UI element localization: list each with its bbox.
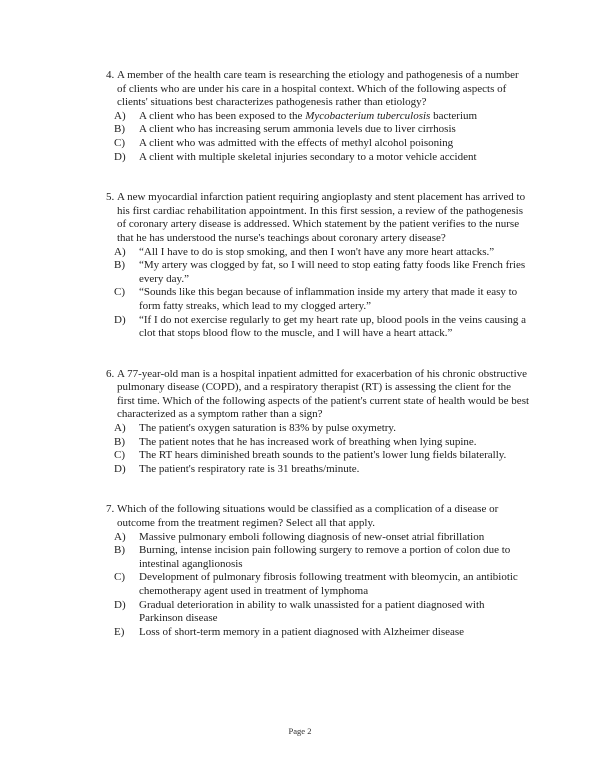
- answer-option-A: [114, 422, 530, 436]
- option-letter: A): [114, 109, 126, 122]
- option-text: [139, 246, 530, 260]
- question-6: [106, 368, 530, 477]
- option-text: [139, 314, 530, 341]
- option-letter: B): [114, 259, 125, 272]
- option-text: [139, 626, 530, 640]
- text-segment: Development of pulmonary fibrosis following treatment with bleomycin, an antibiotic chemotherapy agent used in treatment of lymphoma: [139, 571, 518, 597]
- option-letter: A): [114, 530, 126, 543]
- answer-option-B: [114, 259, 530, 286]
- question-4: [106, 69, 530, 164]
- option-letter: C): [114, 449, 125, 462]
- question-stem: [117, 69, 530, 110]
- answer-option-A: [114, 531, 530, 545]
- page-footer: [0, 726, 600, 737]
- option-text: [139, 137, 530, 151]
- option-text: [139, 422, 530, 436]
- text-segment: Which of the following situations would be classified as a complication of a disease or outcome from the treatment regimen? Select all that apply.: [117, 503, 499, 530]
- option-text: [139, 151, 530, 165]
- answer-option-A: [114, 110, 530, 124]
- option-text: [139, 123, 530, 137]
- text-segment: A client who has increasing serum ammonia levels due to liver cirrhosis: [139, 123, 456, 136]
- answer-options: [114, 110, 530, 164]
- text-segment: The patient's respiratory rate is 31 breaths/minute.: [139, 462, 360, 475]
- text-segment: The patient's oxygen saturation is 83% by pulse oxymetry.: [139, 422, 396, 435]
- text-segment: Loss of short-term memory in a patient diagnosed with Alzheimer disease: [139, 625, 465, 638]
- question-stem: [117, 503, 530, 530]
- option-text: [139, 544, 530, 571]
- option-text: [139, 259, 530, 286]
- question-stem: [117, 191, 530, 245]
- answer-option-B: [114, 436, 530, 450]
- option-letter: B): [114, 544, 125, 557]
- answer-option-C: [114, 286, 530, 313]
- option-text: [139, 463, 530, 477]
- option-text: [139, 286, 530, 313]
- answer-option-B: [114, 123, 530, 137]
- question-stem: [117, 368, 530, 422]
- text-segment: Gradual deterioration in ability to walk unassisted for a patient diagnosed with Parkinson disease: [139, 598, 485, 625]
- option-letter: D): [114, 313, 126, 326]
- answer-option-C: [114, 571, 530, 598]
- text-segment: A client who was admitted with the effects of methyl alcohol poisoning: [139, 136, 454, 149]
- option-text: [139, 571, 530, 598]
- text-segment: “My artery was clogged by fat, so I will need to stop eating fatty foods like French fries every day.”: [139, 259, 526, 285]
- text-segment: The patient notes that he has increased work of breathing when lying supine.: [139, 435, 477, 448]
- text-segment: Massive pulmonary emboli following diagnosis of new-onset atrial fibrillation: [139, 530, 485, 543]
- question-7: [106, 503, 530, 639]
- text-segment: A client with multiple skeletal injuries secondary to a motor vehicle accident: [139, 150, 477, 163]
- option-letter: C): [114, 571, 125, 584]
- option-letter: A): [114, 245, 126, 258]
- text-segment: “Sounds like this began because of inflammation inside my artery that made it easy to form fatty streaks, which lead to my clogged artery.”: [139, 286, 518, 312]
- question-number: 6.: [106, 367, 115, 380]
- answer-option-C: [114, 137, 530, 151]
- italic-text: Mycobacterium tuberculosis: [305, 109, 431, 122]
- answer-option-B: [114, 544, 530, 571]
- text-segment: “If I do not exercise regularly to get my heart rate up, blood pools in the veins causing a clot that stops blood flow to the muscle, and I will have a heart attack.”: [139, 313, 527, 340]
- questions-list: [106, 69, 530, 666]
- page-number: Page 2: [288, 726, 312, 736]
- text-segment: A new myocardial infarction patient requiring angioplasty and stent placement has arrived to his first cardiac rehabilitation appointment. In this first session, a review of the pathogenesis of coronary artery disease is addressed. Which statement by the patient verifies to the nurse that he has understood the nurse's teachings about coronary artery disease?: [117, 191, 526, 244]
- option-letter: D): [114, 462, 126, 475]
- text-segment: Burning, intense incision pain following surgery to remove a portion of colon due to intestinal aganglionosis: [139, 544, 511, 570]
- option-text: [139, 599, 530, 626]
- text-segment: bacterium: [430, 109, 478, 122]
- option-letter: D): [114, 598, 126, 611]
- answer-option-D: [114, 314, 530, 341]
- option-letter: C): [114, 286, 125, 299]
- text-segment: “All I have to do is stop smoking, and then I won't have any more heart attacks.”: [139, 245, 495, 258]
- answer-option-D: [114, 463, 530, 477]
- option-letter: D): [114, 150, 126, 163]
- answer-options: [114, 531, 530, 640]
- option-text: [139, 110, 530, 124]
- option-text: [139, 436, 530, 450]
- answer-option-D: [114, 599, 530, 626]
- text-segment: A 77-year-old man is a hospital inpatient admitted for exacerbation of his chronic obstructive pulmonary disease (COPD), and a respiratory therapist (RT) is assessing the client for the first time. Which of the following aspects of the patient's current state of health would be best characterized as a symptom rather than a sign?: [117, 367, 530, 421]
- question-number: 7.: [106, 503, 115, 516]
- option-text: [139, 449, 530, 463]
- answer-option-D: [114, 151, 530, 165]
- option-text: [139, 531, 530, 545]
- answer-options: [114, 422, 530, 476]
- text-segment: The RT hears diminished breath sounds to the patient's lower lung fields bilaterally.: [139, 449, 507, 462]
- option-letter: B): [114, 123, 125, 136]
- question-number: 5.: [106, 191, 115, 204]
- option-letter: E): [114, 625, 125, 638]
- answer-option-E: [114, 626, 530, 640]
- option-letter: B): [114, 435, 125, 448]
- question-5: [106, 191, 530, 341]
- text-segment: A member of the health care team is researching the etiology and pathogenesis of a number of clients who are under his care in a hospital context. Which of the following aspects of clients' situations best characterizes pathogenesis rather than etiology?: [117, 69, 519, 109]
- text-segment: A client who has been exposed to the: [139, 109, 306, 122]
- question-number: 4.: [106, 69, 115, 81]
- answer-options: [114, 246, 530, 341]
- answer-option-C: [114, 449, 530, 463]
- answer-option-A: [114, 246, 530, 260]
- option-letter: C): [114, 136, 125, 149]
- option-letter: A): [114, 422, 126, 435]
